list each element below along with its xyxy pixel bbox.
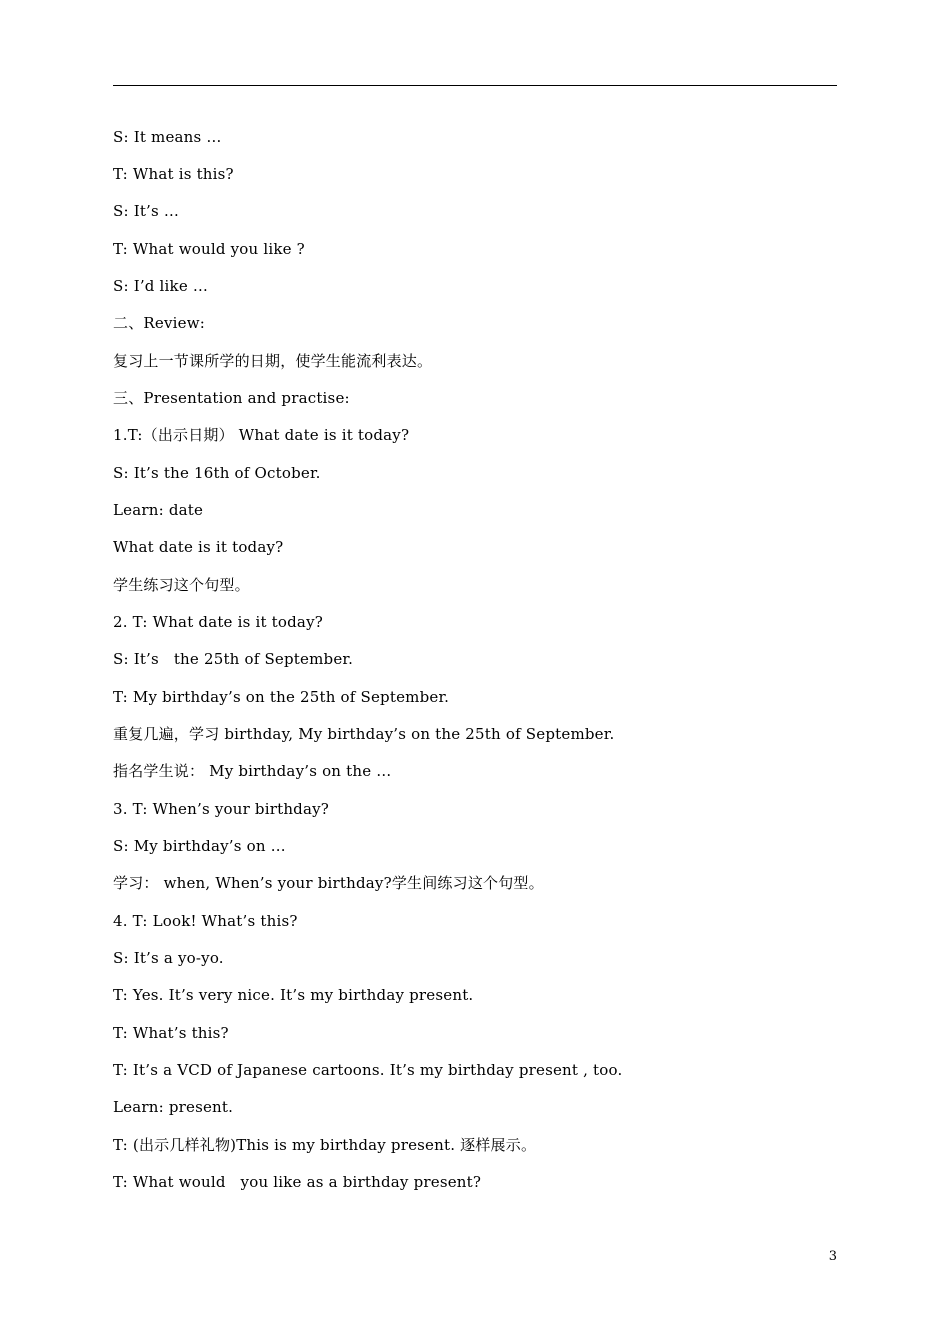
page-number: 3	[828, 1249, 837, 1264]
text-line: T: Yes. It’s very nice. It’s my birthday present.	[113, 986, 474, 1004]
text-line: 学生练习这个句型。	[113, 576, 250, 594]
text-line: 复习上一节课所学的日期，使学生能流利表达。	[113, 352, 433, 370]
text-line: 2. T: What date is it today?	[113, 613, 323, 631]
text-line: S: It’s the 16th of October.	[113, 464, 321, 482]
text-line: S: It means …	[113, 128, 222, 146]
text-line: S: It’s …	[113, 202, 180, 220]
text-line: T: What would you like as a birthday present?	[113, 1173, 482, 1191]
text-line: Learn: present.	[113, 1098, 234, 1116]
text-line: 指名学生说： My birthday’s on the …	[113, 762, 392, 780]
text-line: T: My birthday’s on the 25th of September.	[113, 688, 450, 706]
section-heading: 三、Presentation and practise:	[113, 389, 350, 407]
text-line: S: I’d like …	[113, 277, 209, 295]
text-line: S: It’s the 25th of September.	[113, 650, 354, 668]
text-line: T: It’s a VCD of Japanese cartoons. It’s my birthday present , too.	[113, 1061, 623, 1079]
text-line: 1.T:（出示日期） What date is it today?	[113, 426, 410, 444]
text-line: T: (出示几样礼物)This is my birthday present. 逐样展示。	[113, 1136, 537, 1154]
text-line: T: What’s this?	[113, 1024, 229, 1042]
text-line: 4. T: Look! What’s this?	[113, 912, 298, 930]
section-heading: 二、Review:	[113, 314, 206, 332]
text-line: S: It’s a yo-yo.	[113, 949, 224, 967]
text-line: What date is it today?	[113, 538, 284, 556]
text-line: T: What would you like ?	[113, 240, 305, 258]
text-line: 学习： when, When’s your birthday?学生间练习这个句型。	[113, 874, 544, 892]
text-line: T: What is this?	[113, 165, 234, 183]
text-line: 3. T: When’s your birthday?	[113, 800, 330, 818]
text-line: S: My birthday’s on …	[113, 837, 286, 855]
text-line: 重复几遍，学习 birthday, My birthday’s on the 25th of September.	[113, 725, 615, 743]
text-line: Learn: date	[113, 501, 204, 519]
header-rule	[113, 85, 837, 86]
